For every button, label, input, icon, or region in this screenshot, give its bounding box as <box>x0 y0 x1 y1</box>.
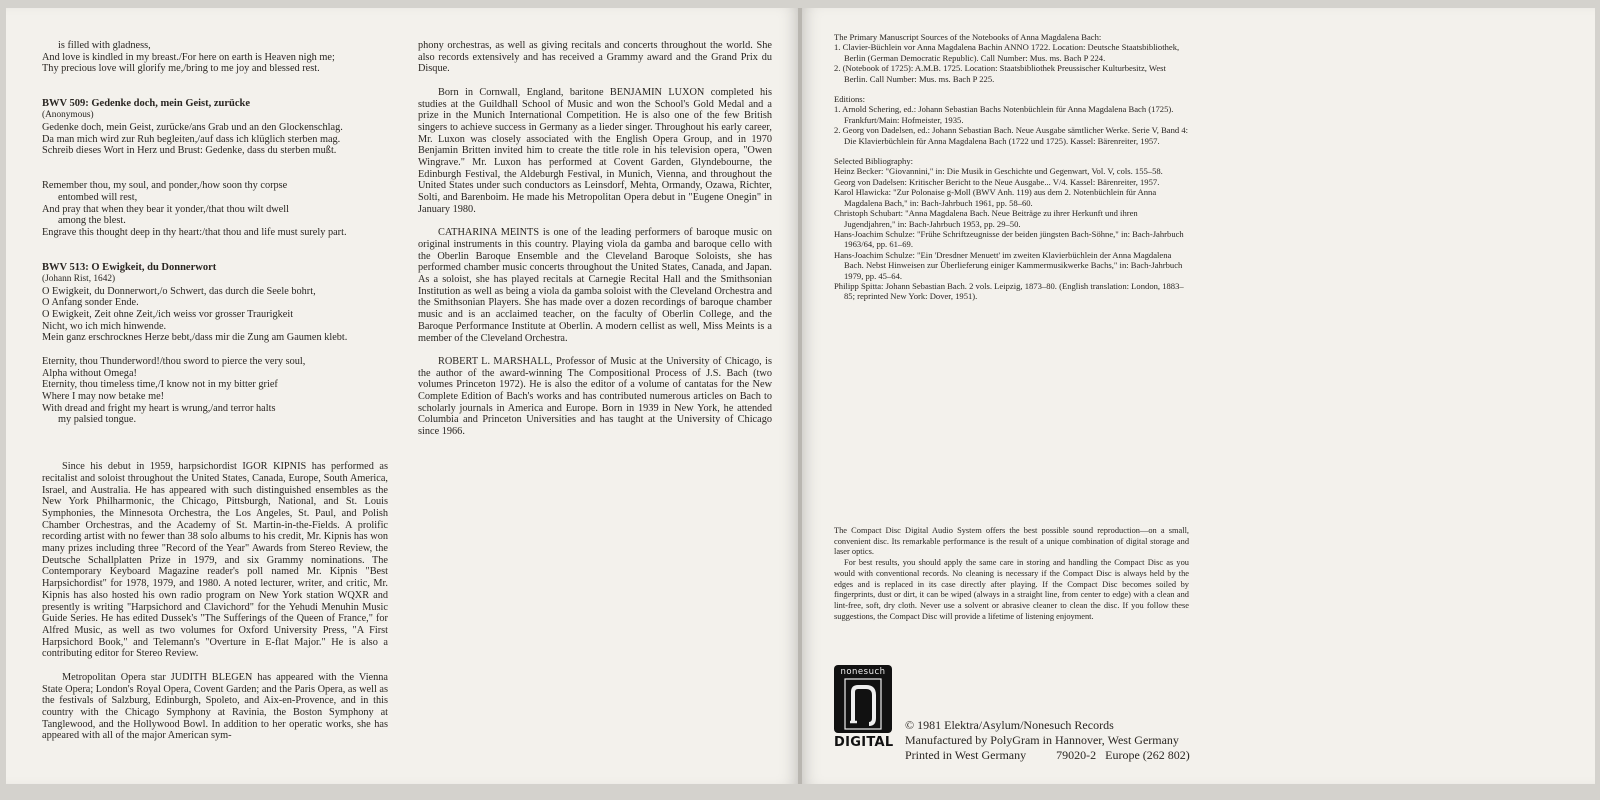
section-heading: Editions: <box>834 94 866 105</box>
credit-line: Manufactured by PolyGram in Hannover, West Germany <box>905 733 1179 747</box>
text-line: Eternity, thou Thunderword!/thou sword to pierce the very soul, <box>42 355 306 367</box>
nonesuch-digital-logo <box>834 665 892 749</box>
section-heading: BWV 509: Gedenke doch, mein Geist, zurücke <box>42 98 251 110</box>
logo-badge <box>834 665 892 733</box>
text-line: Engrave this thought deep in thy heart:/that thou and life must surely part. <box>42 227 347 239</box>
left-column <box>42 40 388 742</box>
reference-item: 1. Clavier-Büchlein vor Anna Magdalena Bachin ANNO 1722. Location: Deutsche Staatsbibliothek, Berlin (German Democratic Republic). Call Number: Mus. ms. Bach P 224. <box>834 42 1180 63</box>
references-column <box>834 32 1190 302</box>
left-page <box>6 8 798 784</box>
section-heading: BWV 513: O Ewigkeit, du Donnerwort <box>42 262 217 274</box>
nonesuch-n-icon <box>844 678 882 730</box>
text-line: O Ewigkeit, du Donnerwort,/o Schwert, das durch die Seele bohrt, <box>42 285 316 297</box>
bibliography-item: Hans-Joachim Schulze: "Ein 'Dresdner Menuett' im zweiten Klavierbüchlein der Anna Magdalena Bach. Nebst Hinweisen zur Überlieferung einiger Kammermusikwerke Bachs," in: Bach-Jahrbuch 1979, pp. 45–64. <box>834 249 1183 281</box>
text-line: O Ewigkeit, Zeit ohne Zeit,/ich weiss vor grosser Traurigkeit <box>42 309 294 321</box>
logo-label-nonesuch: nonesuch <box>840 667 886 677</box>
text-line: Da man mich wird zur Ruh begleiten,/auf dass ich klüglich sterben mag. <box>42 133 341 145</box>
text-line: With dread and fright my heart is wrung,/and terror halts <box>42 402 276 414</box>
bio-paragraph-marshall: ROBERT L. MARSHALL, Professor of Music at the University of Chicago, is the author of the award-winning The Compositional Process of J.S. Bach (two volumes Princeton 1972). He is also the editor of a volume of cantatas for the New Complete Edition of Bach's works and has contributed numerous articles on Bach to scholarly journals in America and Europe. Born in 1939 in New York, he attended Columbia and Princeton Universities and has taught at the University of Chicago since 1966. <box>418 355 772 438</box>
section-heading: The Primary Manuscript Sources of the Notebooks of Anna Magdalena Bach: <box>834 32 1102 42</box>
text-line: Remember thou, my soul, and ponder,/how soon thy corpse <box>42 180 288 192</box>
section-heading: Selected Bibliography: <box>834 156 913 167</box>
text-line: Gedenke doch, mein Geist, zurücke/ans Grab und an den Glockenschlag. <box>42 121 343 133</box>
author-credit: (Johann Rist, 1642) <box>42 273 116 284</box>
reference-item: 1. Arnold Schering, ed.: Johann Sebastian Bachs Notenbüchlein für Anna Magdalena Bach (1725). Frankfurt/Main: Hofmeister, 1935. <box>834 104 1174 125</box>
right-column <box>418 40 772 438</box>
bibliography-item: Heinz Becker: "Giovannini," in: Die Musik in Geschichte und Gegenwart, Vol. V, cols. 155–58. <box>834 166 1163 177</box>
text-line: my palsied tongue. <box>58 414 137 426</box>
text-line: And pray that when they bear it yonder,/that thou wilt dwell <box>42 203 289 215</box>
text-line: is filled with gladness, <box>58 40 151 51</box>
text-line: Alpha without Omega! <box>42 367 137 379</box>
reference-item: 2. (Notebook of 1725): A.M.B. 1725. Location: Staatsbibliothek Preussischer Kulturbesitz, West Berlin. Call Number: Mus. ms. Bach P 225. <box>834 63 1166 84</box>
right-page <box>802 8 1595 784</box>
bio-paragraph-blegen: Metropolitan Opera star JUDITH BLEGEN has appeared with the Vienna State Opera; London's Royal Opera, Covent Garden; and the Paris Opera, as well as the festivals of Salzburg, Edinburgh, Spoleto, and Aix-en-Provence, and in this country with the Chicago Symphony at Ravinia, the Boston Symphony at Tanglewood, and the Hollywood Bowl. In addition to her operatic works, she has appeared with all of the major American sym- <box>42 671 388 742</box>
bio-paragraph-blegen-cont: phony orchestras, as well as giving recitals and concerts throughout the world. She also records extensively and has received a Grammy award and the Grand Prix du Disque. <box>418 40 772 75</box>
text-line: Eternity, thou timeless time,/I know not in my bitter grief <box>42 379 278 391</box>
bibliography-item: Hans-Joachim Schulze: "Frühe Schriftzeugnisse der beiden jüngsten Bach-Söhne," in: Bach-Jahrbuch 1963/64, pp. 61–69. <box>834 228 1184 250</box>
compact-disc-notice <box>834 526 1189 622</box>
bibliography-item: Christoph Schubart: "Anna Magdalena Bach. Neue Beiträge zu ihrer Herkunft und ihren Jugendjahren," in: Bach-Jahrbuch 1953, pp. 29–50. <box>834 208 1138 229</box>
logo-label-digital: DIGITAL <box>834 735 894 750</box>
bibliography-item: Philipp Spitta: Johann Sebastian Bach. 2 vols. Leipzig, 1873–80. (English translation: London, 1883–85; reprinted New York: Dover, 1951). <box>834 280 1184 302</box>
bio-paragraph-meints: CATHARINA MEINTS is one of the leading performers of baroque music on original instruments in this country. Playing viola da gamba and baroque cello with the Oberlin Baroque Ensemble and the Cleveland Baroque Soloists, she has performed chamber music concerts throughout the United States, Canada, and Japan. As a soloist, she has played recitals at Carnegie Recital Hall and the Smithsonian Institution as well as being a viola da gamba soloist with the Cleveland Orchestra and the Smithsonian Players. She has made over a dozen recordings of baroque chamber music and is an acclaimed teacher, on the faculty of Oberlin College, and the Baroque Performance Institute at Oberlin. A modern cellist as well, Miss Meints is a member of the Cleveland Orchestra. <box>418 227 772 344</box>
text-line: Mein ganz erschrocknes Herze bebt,/dass mir die Zung am Gaumen klebt. <box>42 332 348 344</box>
text-line: Thy precious love will glorify me,/bring to me joy and blessed rest. <box>42 63 320 75</box>
text-line: Schreib dieses Wort in Herz und Brust: Gedenke, dass du sterben mußt. <box>42 145 337 157</box>
credit-line: © 1981 Elektra/Asylum/Nonesuch Records <box>905 718 1114 732</box>
text-line: O Anfang sonder Ende. <box>42 297 139 309</box>
bibliography-item: Georg von Dadelsen: Kritischer Bericht to the Neue Ausgabe... V/4. Kassel: Bärenreiter, 1957. <box>834 176 1160 187</box>
bio-paragraph-luxon: Born in Cornwall, England, baritone BENJAMIN LUXON completed his studies at the Guildhall School of Music and won the School's Gold Medal and a prize in the Munich International Competition. He is also one of the few British singers to achieve success in Germany as a lieder singer. Throughout his early career, Mr. Luxon was closely associated with the English Opera Group, and in 1970 Benjamin Britten invited him to create the title role in his television opera, "Owen Wingrave." Mr. Luxon has performed at Covent Garden, Glyndebourne, the Edinburgh Festival, the Aldeburgh Festival, in Munich, Vienna, and throughout the United States under such conductors as Leinsdorf, Mehta, Ormandy, Ozawa, Richter, Solti, and Barenboim. He made his Metropolitan Opera debut in "Eugene Onegin" in January 1980. <box>418 86 772 215</box>
reference-item: 2. Georg von Dadelsen, ed.: Johann Sebastian Bach. Neue Ausgabe sämtlicher Werke. Serie V, Band 4: Die Klavierbüchlein für Anna Magdalena Bach (1722 und 1725). Kassel: Bärenreiter, 1957. <box>834 125 1189 146</box>
cd-info-paragraph: The Compact Disc Digital Audio System offers the best possible sound reproduction—on a small, convenient disc. Its remarkable performance is the result of a unique combination of digital storage and laser optics. <box>834 526 1189 557</box>
text-line: Where I may now betake me! <box>42 390 165 402</box>
author-credit: (Anonymous) <box>42 110 94 121</box>
bio-paragraph-kipnis: Since his debut in 1959, harpsichordist IGOR KIPNIS has performed as recitalist and soloist throughout the United States, Canada, Europe, South America, Israel, and Australia. He has appeared with such distinguished ensembles as the New York Philharmonic, the Chicago, Pittsburgh, National, and St. Louis Symphonies, the Minnesota Orchestra, the Los Angeles, St. Paul, and Polish Chamber Orchestras, and the Academy of St. Martin-in-the-Fields. A prolific recording artist with no fewer than 38 solo albums to his credit, Mr. Kipnis has won many prizes including three "Record of the Year" Awards from Stereo Review, the Deutsche Schallplatten Prize in 1979, and six Grammy nominations. The Contemporary Keyboard Magazine reader's poll named Mr. Kipnis "Best Harpsichordist" for 1978, 1979, and 1980. A noted lecturer, writer, and critic, Mr. Kipnis has also hosted his own radio program on New York station WQXR and presently is writing "Harpsichord and Clavichord" for the Yehudi Menuhin Music Guide Series. He has edited Dussek's "The Sufferings of the Queen of France," for Alfred Music, as well as two volumes for Oxford University Press, "A First Harpsichord Book," and Telemann's "Overture in E-flat Major." He is also a contributing editor for Stereo Review. <box>42 461 388 660</box>
text-line: Nicht, wo ich mich hinwende. <box>42 320 167 332</box>
copyright-credits <box>905 718 1190 763</box>
text-line: And love is kindled in my breast./For here on earth is Heaven nigh me; <box>42 51 335 63</box>
bibliography-item: Karol Hlawicka: "Zur Polonaise g-Moll (BWV Anh. 119) aus dem 2. Notenbüchlein für Anna Magdalena Bach," in: Bach-Jahrbuch 1961, pp. 58–60. <box>834 187 1157 208</box>
credit-line: Printed in West Germany 79020-2 Europe (262 802) <box>905 748 1190 762</box>
text-line: among the blest. <box>58 215 126 227</box>
text-line: entombed will rest, <box>58 192 138 204</box>
cd-info-paragraph: For best results, you should apply the same care in storing and handling the Compact Disc as you would with conventional records. No cleaning is necessary if the Compact Disc is always held by the edges and is replaced in its case directly after playing. If the Compact Disc becomes soiled by fingerprints, dust or dirt, it can be wiped (always in a straight line, from center to edge) with a clean and lint-free, soft, dry cloth. Never use a solvent or abrasive cleaner to clean the disc. If you follow these suggestions, the Compact Disc will provide a lifetime of listening enjoyment. <box>834 558 1189 621</box>
